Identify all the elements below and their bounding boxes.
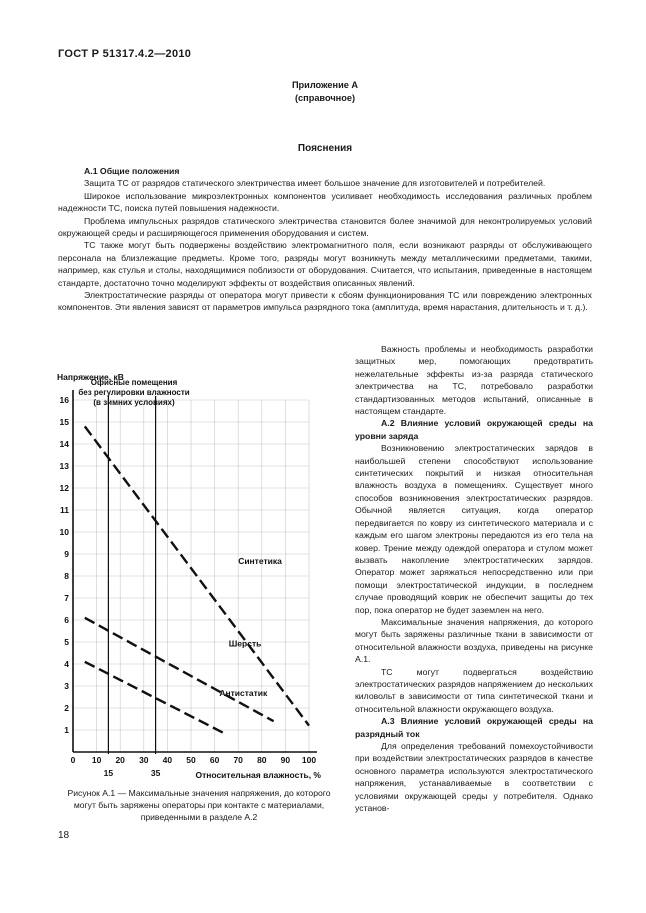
- x-tick-label: 50: [186, 755, 196, 765]
- zone-label: Офисные помещения без регулировки влажности (в зимних условиях): [78, 378, 190, 407]
- zone-boundary-label: 15: [103, 768, 114, 778]
- page-number: 18: [58, 830, 70, 841]
- paragraph: Возникновению электростатических зарядов в наибольшей степени способствуют использование синтетических покрытий и низкая относительная влажность воздуха в помещениях. Существует много способов возникновения электростатических разрядов. Обычной является ситуация, когда оператор передвигается по ковру из синтетического материала и с каждым его шагом электроны передаются из его тела на ковер. Трение между одеждой оператора и стулом может вызвать накопление электростатических зарядов. Оператор может заряжаться непосредственно или при помощи электростатической индукции, в последнем случае проводящий коврик не обеспечит защиты до тех пор, пока оператор не будет заземлен на него.: [355, 443, 593, 615]
- y-tick-label: 15: [59, 417, 69, 427]
- series-label: Синтетика: [238, 555, 282, 566]
- x-tick-label: 10: [91, 755, 102, 765]
- y-tick-label: 6: [64, 615, 69, 625]
- y-tick-label: 16: [59, 395, 69, 405]
- x-tick-label: 20: [115, 755, 125, 765]
- right-column-text: [355, 343, 593, 814]
- intro-text: [58, 165, 592, 314]
- y-tick-label: 11: [60, 505, 69, 515]
- document-header: ГОСТ Р 51317.4.2—2010: [58, 48, 192, 60]
- y-tick-label: 7: [64, 593, 69, 603]
- y-tick-label: 8: [64, 571, 69, 581]
- x-axis-title: Относительная влажность, %: [195, 770, 321, 780]
- appendix-subtitle: (справочное): [294, 93, 355, 103]
- x-tick-label: 90: [280, 755, 291, 765]
- humidity-voltage-chart: [55, 350, 355, 780]
- heading-a3: А.3 Влияние условий окружающей среды на разрядный ток: [355, 716, 593, 739]
- paragraph: ТС могут подвергаться воздействию электростатических разрядов напряжением до нескольких киловольт в зависимости от типа синтетической ткани и относительной влажности окружающего воздуха.: [355, 666, 593, 714]
- y-tick-label: 1: [64, 725, 69, 735]
- x-tick-label: 80: [257, 755, 267, 765]
- y-tick-label: 4: [64, 659, 69, 669]
- x-tick-label: 100: [301, 755, 317, 765]
- x-tick-label: 40: [162, 755, 173, 765]
- y-tick-label: 3: [64, 681, 69, 691]
- y-tick-label: 14: [59, 439, 69, 449]
- y-tick-label: 5: [64, 637, 69, 647]
- paragraph: Важность проблемы и необходимость разработки защитных мер, помогающих предотвратить нежелательные эффекты из-за разряда статического электричества на ТС, потребовало разработки стандартизованных методов испытаний, описанные в настоящем стандарте.: [355, 344, 593, 417]
- paragraph: Широкое использование микроэлектронных компонентов усиливает необходимость исследования различных проблем надежности ТС, поиска путей повышения надежности.: [58, 190, 592, 214]
- heading-a2: А.2 Влияние условий окружающей среды на уровни заряда: [355, 418, 593, 441]
- paragraph: Защита ТС от разрядов статического электричества имеет большое значение для изготовителей и потребителей.: [84, 178, 546, 189]
- paragraph: Электростатические разряды от оператора могут привести к сбоям функционирования ТС или повреждению электронных компонентов. Эти явления зависят от параметров импульса разрядного тока (амплитуда, время нарастания, длительность и т. д.).: [58, 290, 592, 313]
- x-tick-label: 30: [139, 755, 149, 765]
- y-tick-label: 2: [64, 703, 69, 713]
- paragraph: Для определения требований помехоустойчивости при воздействии электростатических разрядов в качестве основного параметра используются электростатического напряжения, устанавливаемые в соответствии с условиями окружающей среды у потребителя. Однако установ-: [355, 741, 593, 814]
- appendix-title: Приложение А: [291, 80, 359, 90]
- zone-boundary-label: 35: [150, 768, 161, 778]
- x-tick-label: 60: [209, 755, 220, 765]
- y-tick-label: 10: [59, 527, 69, 537]
- y-tick-label: 9: [64, 549, 69, 559]
- x-tick-label: 70: [233, 755, 243, 765]
- y-tick-label: 13: [59, 461, 69, 471]
- figure-caption: Рисунок А.1 — Максимальные значения напряжения, до которого могут быть заряжены операторы при контакте с материалами, приведенными в разделе А.2: [67, 788, 331, 822]
- x-tick-label: 0: [70, 755, 76, 765]
- y-axis-title: Напряжение, кВ: [57, 372, 124, 382]
- series-label: Шерсть: [228, 638, 262, 649]
- series-label: Антистатик: [219, 687, 268, 698]
- paragraph: ТС также могут быть подвержены воздействию электромагнитного поля, если возникают разряды от обслуживающего персонала на близлежащие предметы. Кроме того, разряды могут возникнуть между металлическими предметами, такими, например, как стулья и столы, находящимися поблизости от оборудования. Считается, что испытания, приведенные в настоящем стандарте, достаточно точно моделируют эффекты от воздействия описанных явлений.: [58, 240, 592, 288]
- section-title: Пояснения: [297, 143, 353, 154]
- paragraph: Максимальные значения напряжения, до которого могут быть заряжены различные ткани в зависимости от относительной влажности воздуха, приведены на рисунке А.1.: [355, 616, 593, 665]
- series-line-1: [85, 618, 274, 721]
- paragraph: Проблема импульсных разрядов статического электричества становится более значимой для неконтролируемых условий окружающей среды и расширяющегося применения оборудования и систем.: [58, 215, 592, 239]
- y-tick-label: 12: [59, 483, 69, 493]
- heading-a1: А.1 Общие положения: [84, 166, 180, 176]
